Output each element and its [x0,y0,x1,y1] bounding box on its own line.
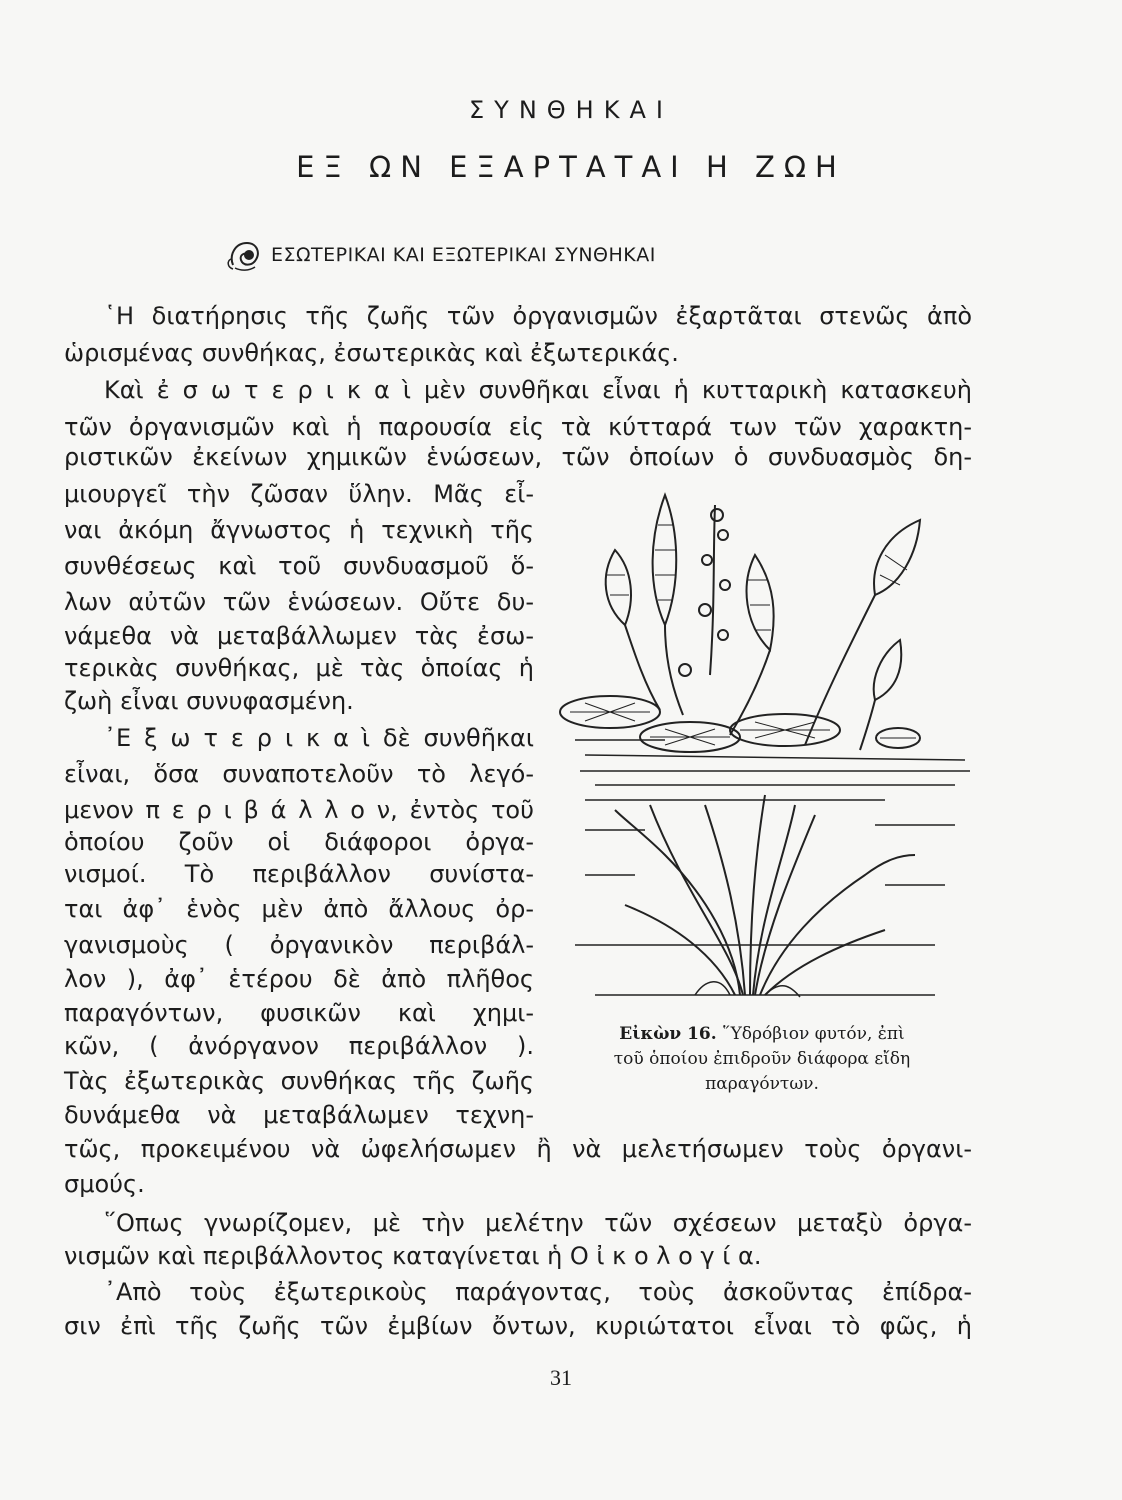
text-line: τῶς, προκειμένου νὰ ὠφελήσωμεν ἢ νὰ μελετήσωμεν τοὺς ὀργανι- [64,1135,972,1163]
text-line: νάμεθα νὰ μεταβάλλωμεν τὰς ἐσω- [64,622,534,650]
caption-text: ῞Υδρόβιον φυτόν, ἐπὶ [722,1024,905,1044]
fleuron-icon [225,235,265,275]
text-line: νισμοί. Τὸ περιβάλλον συνίστα- [64,860,534,888]
text-line: παραγόντων, φυσικῶν καὶ χημι- [64,999,534,1027]
caption-text: παραγόντων. [705,1074,819,1094]
text-line: νισμῶν καὶ περιβάλλοντος καταγίνεται ἡ Ο ἰ κ ο λ ο γ ί α. [64,1242,762,1270]
text-line: Καὶ ἐ σ ω τ ε ρ ι κ α ὶ μὲν συνθῆκαι εἶναι ἡ κυτταρικὴ κατασκευὴ [104,376,972,404]
text-line: εἶναι, ὅσα συναποτελοῦν τὸ λεγό- [64,760,534,788]
text-line: κῶν, ( ἀνόργανον περιβάλλον ). [64,1032,534,1060]
text-line: ζωὴ εἶναι συνυφασμένη. [64,687,354,715]
text-line: ριστικῶν ἐκείνων χημικῶν ἑνώσεων, τῶν ὁποίων ὁ συνδυασμὸς δη- [64,443,972,471]
section-heading-text: ΕΣΩΤΕΡΙΚΑΙ ΚΑΙ ΕΞΩΤΕΡΙΚΑΙ ΣΥΝΘΗΚΑΙ [271,244,656,266]
text-line: γανισμοὺς ( ὀργανικὸν περιβάλ- [64,931,534,959]
page-number: 31 [550,1365,572,1390]
text-line: ᾿Απὸ τοὺς ἐξωτερικοὺς παράγοντας, τοὺς ἀσκοῦντας ἐπίδρα- [104,1278,972,1306]
text-line: ναι ἀκόμη ἄγνωστος ἡ τεχνικὴ τῆς [64,516,534,544]
text-line: ᾿Ε ξ ω τ ε ρ ι κ α ὶ δὲ συνθῆκαι [104,724,534,752]
text-line: μιουργεῖ τὴν ζῶσαν ὕλην. Μᾶς εἶ- [64,480,534,508]
section-heading [225,235,656,275]
text-line: σιν ἐπὶ τῆς ζωῆς τῶν ἐμβίων ὄντων, κυριώτατοι εἶναι τὸ φῶς, ἡ [64,1312,972,1340]
text-line: τῶν ὀργανισμῶν καὶ ἡ παρουσία εἰς τὰ κύτταρά των τῶν χαρακτη- [64,413,972,441]
text-line: λων αὐτῶν τῶν ἑνώσεων. Οὔτε δυ- [64,588,534,616]
text-line: τερικὰς συνθήκας, μὲ τὰς ὁποίας ἡ [64,654,534,682]
figure-label: Εἰκὼν 16. [619,1024,717,1044]
text-line: δυνάμεθα νὰ μεταβάλωμεν τεχνη- [64,1101,534,1129]
text-line: ῾Η διατήρησις τῆς ζωῆς τῶν ὀργανισμῶν ἐξαρτᾶται στενῶς ἀπὸ [104,302,972,330]
text-line: λον ), ἀφ᾿ ἑτέρου δὲ ἀπὸ πλῆθος [64,965,534,993]
text-line: σμούς. [64,1170,145,1198]
text-line: ὡρισμένας συνθήκας, ἐσωτερικὰς καὶ ἐξωτερικάς. [64,339,679,367]
text-line: Τὰς ἐξωτερικὰς συνθήκας τῆς ζωῆς [64,1067,534,1095]
text-line: μενον π ε ρ ι β ά λ λ ο ν, ἐντὸς τοῦ [64,796,534,824]
text-line: ῞Οπως γνωρίζομεν, μὲ τὴν μελέτην τῶν σχέσεων μεταξὺ ὀργα- [104,1209,972,1237]
text-line: συνθέσεως καὶ τοῦ συνδυασμοῦ ὅ- [64,552,534,580]
text-line: ται ἀφ᾿ ἑνὸς μὲν ἀπὸ ἄλλους ὀρ- [64,895,534,923]
caption-text: τοῦ ὁποίου ἐπιδροῦν διάφορα εἴδη [613,1049,911,1069]
aquatic-plant-illustration [555,475,975,1015]
figure-caption [552,1022,972,1097]
page-subtitle: ΕΞ ΩΝ ΕΞΑΡΤΑΤΑΙ Η ΖΩΗ [296,150,846,184]
page-title: ΣΥΝΘΗΚΑΙ [469,96,673,124]
text-line: ὁποίου ζοῦν οἱ διάφοροι ὀργα- [64,828,534,856]
